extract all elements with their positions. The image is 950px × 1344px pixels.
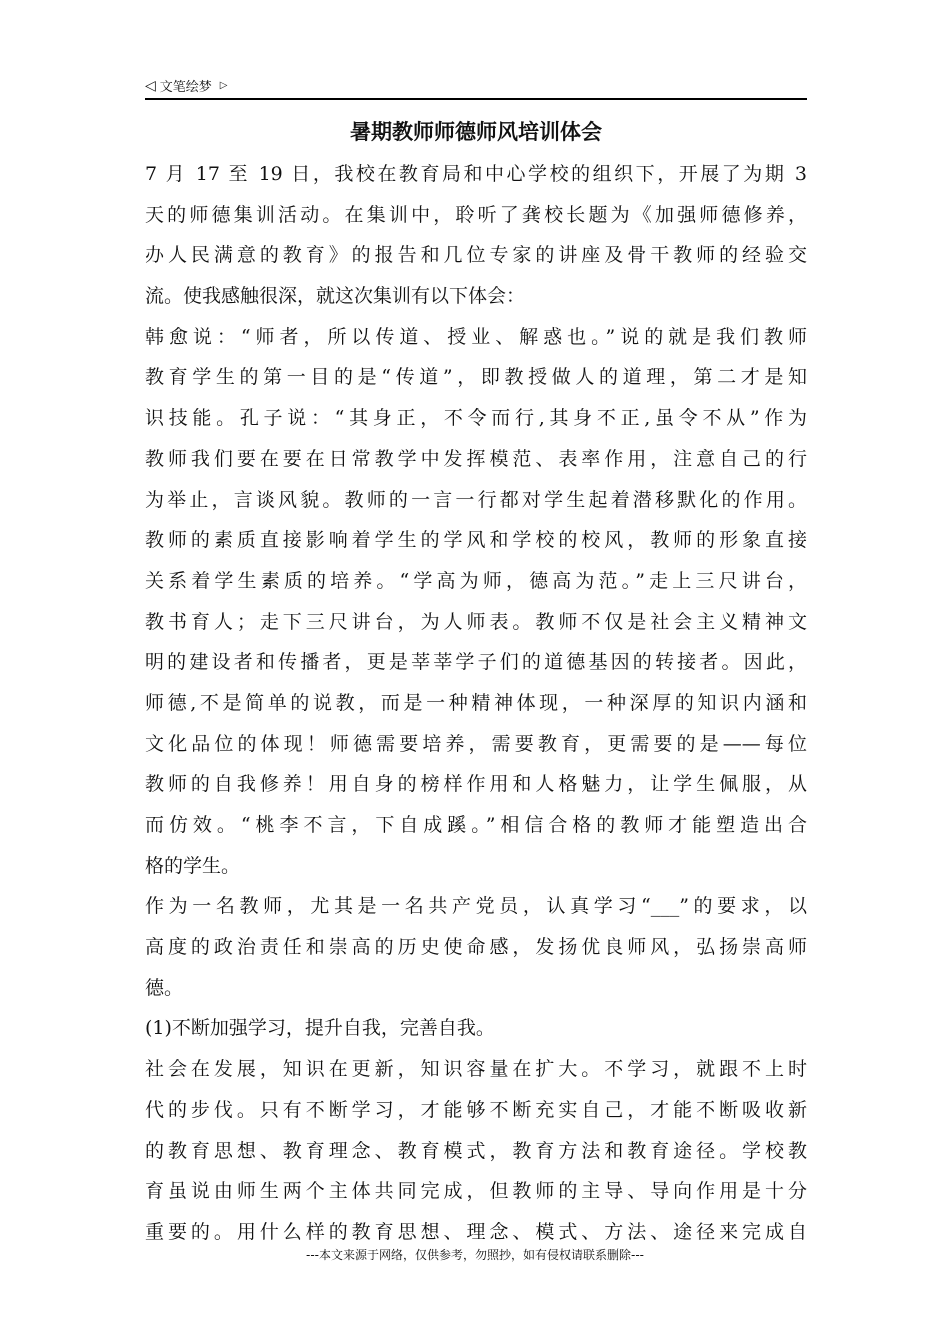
page-footer: ---本文来源于网络，仅供参考，勿照抄，如有侵权请联系删除--- xyxy=(306,1248,644,1262)
text-line: 教书育人；走下三尺讲台，为人师表。教师不仅是社会主义精神文 xyxy=(145,610,807,633)
text-line: 为举止，言谈风貌。教师的一言一行都对学生起着潜移默化的作用。 xyxy=(145,488,807,511)
text-line: (1)不断加强学习，提升自我，完善自我。 xyxy=(145,1017,495,1040)
triangle-left-icon: ◁ xyxy=(145,77,156,94)
text-line: 流。使我感触很深，就这次集训有以下体会： xyxy=(145,285,526,308)
text-line: 教育学生的第一目的是“传道”，即教授做人的道理，第二才是知 xyxy=(145,366,807,389)
text-line: 教师的自我修养！用自身的榜样作用和人格魅力，让学生佩服，从 xyxy=(145,773,807,796)
text-line: 天的师德集训活动。在集训中，聆听了龚校长题为《加强师德修养， xyxy=(145,203,807,226)
page-header xyxy=(145,74,807,100)
text-line: 识技能。孔子说：“其身正，不令而行,其身不正,虽令不从”作为 xyxy=(145,407,807,430)
text-line: 德。 xyxy=(145,976,184,999)
document-title: 暑期教师师德师风培训体会 xyxy=(350,120,602,144)
text-line: 师德,不是简单的说教，而是一种精神体现，一种深厚的知识内涵和 xyxy=(145,691,807,714)
header-text: 文笔绘梦 xyxy=(159,80,212,95)
text-line: 明的建设者和传播者，更是莘莘学子们的道德基因的转接者。因此， xyxy=(145,651,807,674)
text-line: 而仿效。“桃李不言，下自成蹊。”相信合格的教师才能塑造出合 xyxy=(145,814,807,836)
text-line: 7 月 17 至 19 日，我校在教育局和中心学校的组织下，开展了为期 3 xyxy=(145,163,807,185)
text-line: 文化品位的体现！师德需要培养，需要教育，更需要的是——每位 xyxy=(145,732,807,755)
text-line: 作为一名教师，尤其是一名共产党员，认真学习“___”的要求，以 xyxy=(145,895,807,918)
text-line: 教师我们要在要在日常教学中发挥模范、表率作用，注意自己的行 xyxy=(145,447,807,470)
document-body xyxy=(145,154,807,1253)
text-line: 教师的素质直接影响着学生的学风和学校的校风，教师的形象直接 xyxy=(145,529,807,552)
text-line: 关系着学生素质的培养。“学高为师，德高为范。”走上三尺讲台， xyxy=(145,569,807,592)
text-line: 的教育思想、教育理念、教育模式，教育方法和教育途径。学校教 xyxy=(145,1139,807,1162)
text-line: 高度的政治责任和崇高的历史使命感，发扬优良师风，弘扬崇高师 xyxy=(145,936,807,959)
text-line: 代的步伐。只有不断学习，才能够不断充实自己，才能不断吸收新 xyxy=(145,1098,807,1121)
header-brand xyxy=(145,76,228,95)
text-line: 重要的。用什么样的教育思想、理念、模式、方法、途径来完成自 xyxy=(145,1220,807,1243)
text-line: 社会在发展，知识在更新，知识容量在扩大。不学习，就跟不上时 xyxy=(145,1058,807,1081)
text-line: 韩愈说：“师者，所以传道、授业、解惑也。”说的就是我们教师 xyxy=(145,325,807,348)
triangle-right-icon: ▷ xyxy=(219,80,228,91)
text-line: 办人民满意的教育》的报告和几位专家的讲座及骨干教师的经验交 xyxy=(145,244,807,267)
text-line: 格的学生。 xyxy=(145,854,241,877)
text-line: 育虽说由师生两个主体共同完成，但教师的主导、导向作用是十分 xyxy=(145,1180,807,1203)
